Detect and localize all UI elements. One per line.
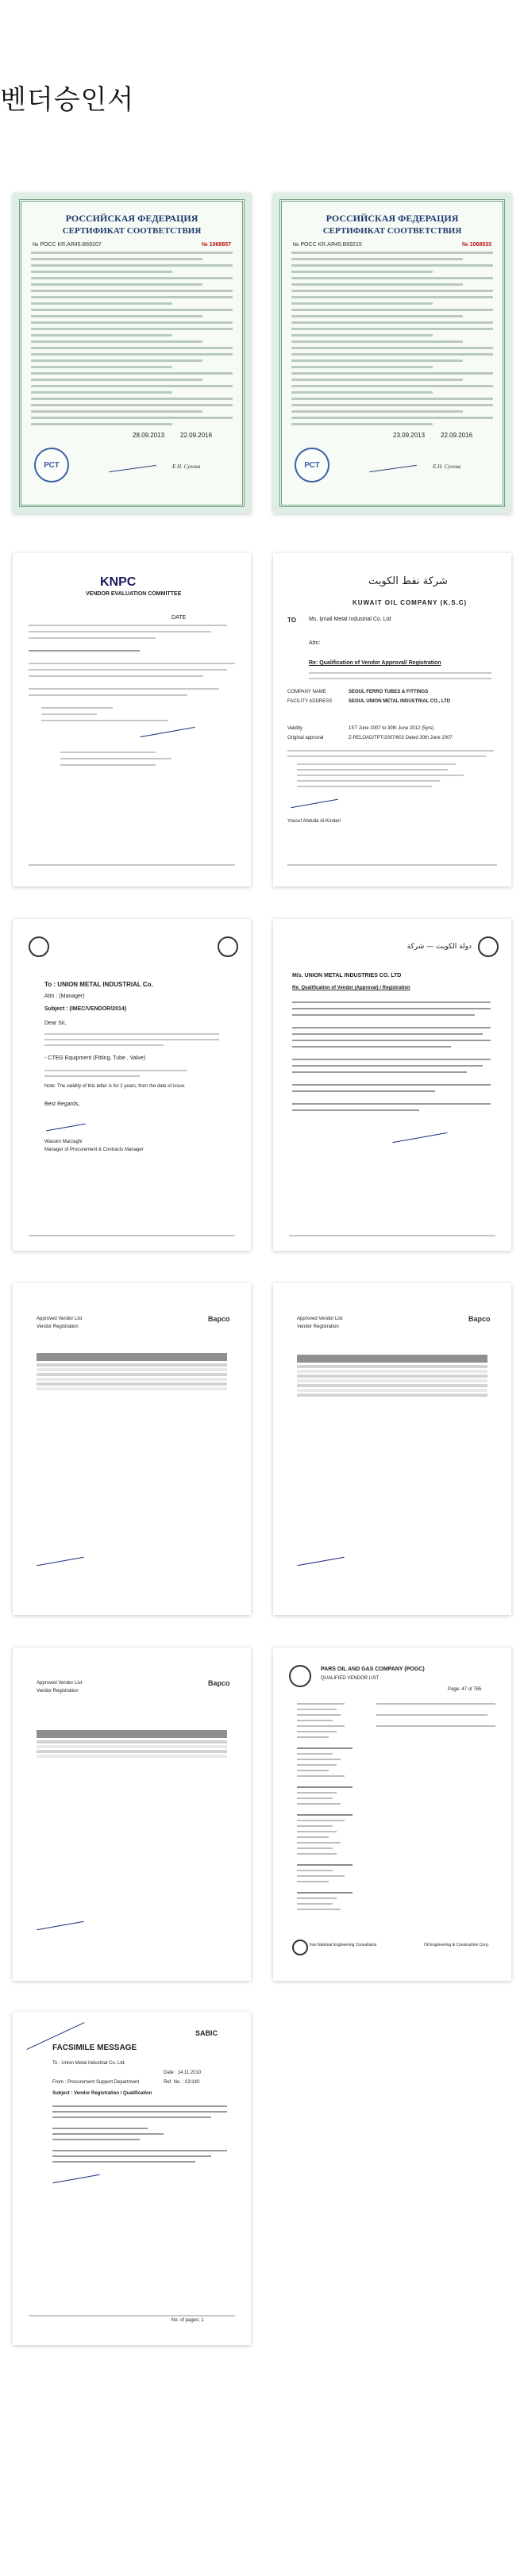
koc-original-value: Z-RELOAD/TPT/2007/602 Dated 30th June 2007 xyxy=(349,736,453,740)
koc-subject: Re: Qualification of Vendor Approval/ Registration xyxy=(309,660,441,666)
company-logo-icon xyxy=(29,936,49,957)
list-subheader: Vendor Registration xyxy=(297,1325,339,1329)
signature-icon xyxy=(297,1557,344,1566)
signature-icon xyxy=(369,464,417,472)
knpc-logo-text: KNPC xyxy=(100,575,137,589)
letter-note: Note: The validity of this letter is for 2 years, from the date of issue. xyxy=(44,1084,186,1089)
signature-icon xyxy=(52,2174,99,2183)
table-header xyxy=(37,1730,227,1738)
certificate-date-to: 22.09.2016 xyxy=(441,432,473,439)
list-brand: Bapco xyxy=(208,1315,230,1323)
list-header: Approved Vendor List xyxy=(37,1317,83,1321)
certificate-number: № 1068533 xyxy=(462,242,491,248)
koc-to-value: Ms. Ijmail Metal Industrial Co. Ltd xyxy=(309,617,391,622)
letter-signer: Wassim Marzaghi xyxy=(44,1140,83,1144)
certificate-title: СЕРТИФИКАТ СООТВЕТСТВИЯ xyxy=(62,226,202,236)
koc-facility-label: FACILITY ADDRESS xyxy=(287,699,333,704)
arabic-letter-header: دولة الكويت — شركة xyxy=(406,943,472,951)
signature-icon xyxy=(392,1132,447,1143)
fax-logo: SABIC xyxy=(195,2029,218,2037)
koc-document-card[interactable] xyxy=(273,553,511,886)
koc-arabic-logo: شركة نفط الكويت xyxy=(368,575,448,587)
koc-company-value: SEOUL FERRO TUBES & FITTINGS xyxy=(349,690,429,694)
signature-icon xyxy=(46,1124,85,1132)
certificate-country: РОССИЙСКАЯ ФЕДЕРАЦИЯ xyxy=(326,213,459,224)
pogc-footer-left: Iran National Engineering Consultants xyxy=(310,1943,377,1947)
certificate-date-to: 22.09.2016 xyxy=(180,432,213,439)
koc-original-label: Original approval xyxy=(287,736,324,740)
table-header xyxy=(297,1355,487,1363)
table-header xyxy=(37,1353,227,1361)
fax-to: To : Union Metal Industrial Co. Ltd. xyxy=(52,2061,126,2066)
signature-icon xyxy=(37,1557,83,1566)
fax-from: From : Procurement Support Department xyxy=(52,2080,140,2085)
list-header: Approved Vendor List xyxy=(297,1317,343,1321)
list-subheader: Vendor Registration xyxy=(37,1325,79,1329)
letter-regards: Best Regards, xyxy=(44,1102,80,1107)
letter-attn: Attn : (Manager) xyxy=(44,994,85,999)
knpc-committee: VENDOR EVALUATION COMMITTEE xyxy=(86,591,182,597)
signature-icon xyxy=(140,727,195,737)
signature-icon xyxy=(37,1921,83,1930)
koc-name: KUWAIT OIL COMPANY (K.S.C) xyxy=(353,599,468,606)
company-logo-icon xyxy=(478,936,499,957)
letter-subject: Subject : (IMEC/VENDOR/2014) xyxy=(44,1006,127,1012)
certificate-date-from: 28.09.2013 xyxy=(133,432,165,439)
certificate-reg: № РОСС KR.АЯ45.В69207 xyxy=(33,242,102,248)
koc-validity-value: 1ST June 2007 to 30th June 2012 (5yrs) xyxy=(349,726,434,731)
certificate-number: № 1068657 xyxy=(202,242,231,248)
fax-date: Date : 14.11.2010 xyxy=(164,2070,202,2075)
knpc-date-label: DATE xyxy=(171,615,187,621)
list-brand: Bapco xyxy=(468,1315,491,1323)
certificate-card-1[interactable] xyxy=(13,193,251,513)
vendor-list-card-1[interactable] xyxy=(13,1283,251,1615)
koc-facility-value: SEOUL UNION METAL INDUSTRIAL CO., LTD xyxy=(349,699,451,704)
certificate-card-2[interactable] xyxy=(273,193,511,513)
engineering-logo-icon xyxy=(292,1940,308,1955)
koc-attn: Attn: xyxy=(309,640,321,646)
list-brand: Bapco xyxy=(208,1679,230,1687)
page-title: 벤더승인서 xyxy=(0,84,135,116)
letter-item: - CTEG Equipment (Fitting, Tube , Valve) xyxy=(44,1055,146,1061)
fax-ref: Ref. No. : 02/140 xyxy=(164,2080,200,2085)
pogc-vendor-list-card[interactable] xyxy=(273,1647,511,1981)
koc-company-label: COMPANY NAME xyxy=(287,690,326,694)
koc-signer: Yousuf Abdulla Al-Kindari xyxy=(287,819,341,824)
vendor-list-card-2[interactable] xyxy=(273,1283,511,1615)
pogc-subtitle: QUALIFIED VENDOR LIST xyxy=(321,1676,380,1681)
pogc-name: PARS OIL AND GAS COMPANY (POGC) xyxy=(321,1667,425,1672)
certificate-date-from: 23.09.2013 xyxy=(393,432,426,439)
list-subheader: Vendor Registration xyxy=(37,1689,79,1694)
arabic-letter-subject: Re: Qualification of Vendor (Approval) / Registration xyxy=(292,986,410,990)
arabic-letter-card[interactable] xyxy=(273,919,511,1251)
certificate-signer: Е.Н. Сулова xyxy=(433,463,461,470)
certificate-reg: № РОСС KR.АЯ45.В69215 xyxy=(293,242,362,248)
fax-document-card[interactable] xyxy=(13,2012,251,2345)
fax-subject: Subject : Vendor Registration / Qualification xyxy=(52,2091,152,2096)
list-header: Approved Vendor List xyxy=(37,1681,83,1686)
company-logo-icon xyxy=(218,936,238,957)
certificate-body xyxy=(31,252,233,425)
pogc-page: Page: 47 of 765 xyxy=(448,1687,482,1692)
certificate-country: РОССИЙСКАЯ ФЕДЕРАЦИЯ xyxy=(65,213,198,224)
fax-footer: No. of pages: 1 xyxy=(171,2318,204,2323)
letter-signer-role: Manager of Procurement & Contracts Manager xyxy=(44,1148,144,1152)
approval-letter-card[interactable] xyxy=(13,919,251,1251)
signature-icon xyxy=(109,464,156,472)
vendor-list-card-3[interactable] xyxy=(13,1647,251,1981)
certificate-title: СЕРТИФИКАТ СООТВЕТСТВИЯ xyxy=(322,226,462,236)
signature-icon xyxy=(291,799,337,808)
letter-to: To : UNION METAL INDUSTRIAL Co. xyxy=(44,981,153,988)
fax-title: FACSIMILE MESSAGE xyxy=(52,2043,137,2052)
certificate-body xyxy=(291,252,493,425)
certificate-signer: Е.Н. Сулова xyxy=(172,463,201,470)
letter-greeting: Dear Sir, xyxy=(44,1021,67,1026)
knpc-document-card[interactable] xyxy=(13,553,251,886)
certificate-seal-icon: РСТ xyxy=(295,448,329,483)
koc-to-label: TO xyxy=(287,617,296,624)
arabic-letter-to: M/s. UNION METAL INDUSTRIES CO. LTD xyxy=(292,973,402,978)
pogc-footer-right: Oil Engineering & Construction Corp. xyxy=(424,1943,489,1947)
company-logo-icon xyxy=(289,1665,311,1687)
koc-validity-label: Validity xyxy=(287,726,302,731)
certificate-seal-icon: РСТ xyxy=(34,448,69,483)
